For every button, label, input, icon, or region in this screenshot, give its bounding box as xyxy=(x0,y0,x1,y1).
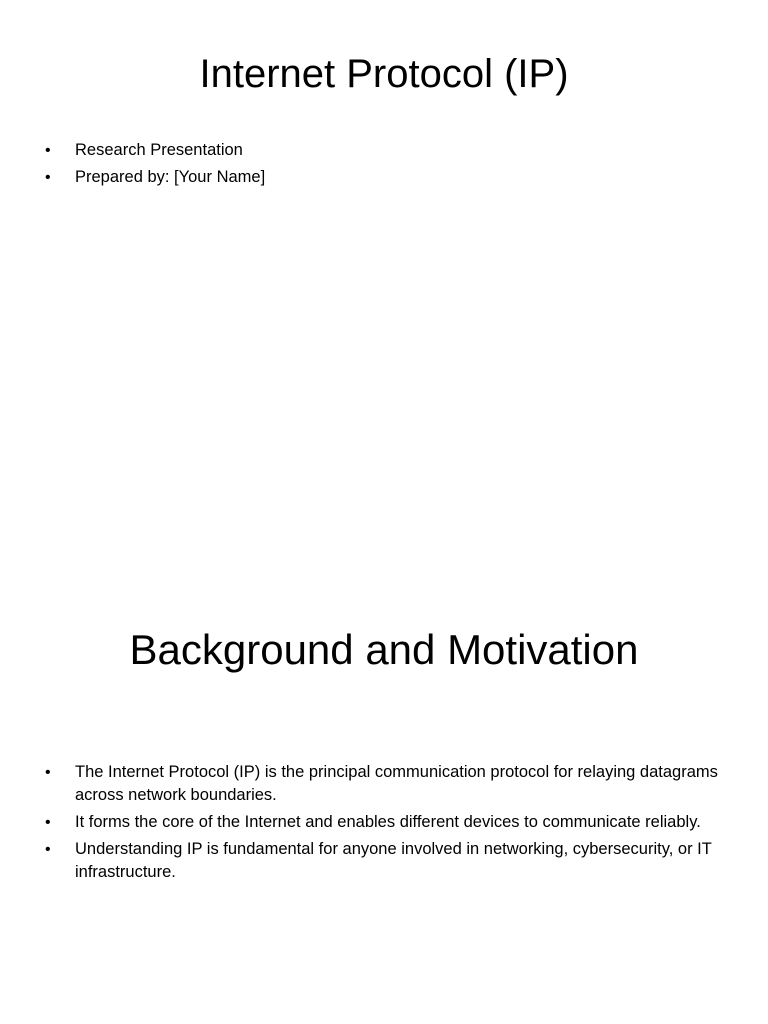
slide-title: Internet Protocol (IP) xyxy=(199,52,569,96)
bullet-text: Prepared by: [Your Name] xyxy=(75,168,266,186)
bullet-item xyxy=(45,761,725,807)
bullet-text: It forms the core of the Internet and enables different devices to communicate reliably. xyxy=(75,813,701,831)
bullet-icon: • xyxy=(45,142,51,159)
bullet-list xyxy=(45,761,725,888)
bullet-icon: • xyxy=(45,814,51,831)
bullet-icon: • xyxy=(45,764,51,781)
bullet-text: Understanding IP is fundamental for anyone involved in networking, cybersecurity, or IT infrastructure. xyxy=(75,840,712,881)
bullet-text: Research Presentation xyxy=(75,141,243,159)
bullet-item xyxy=(45,838,725,884)
bullet-item xyxy=(45,139,725,162)
bullet-icon: • xyxy=(45,841,51,858)
bullet-item xyxy=(45,166,725,189)
bullet-list xyxy=(45,139,725,193)
bullet-icon: • xyxy=(45,169,51,186)
bullet-item xyxy=(45,811,725,834)
slide-background-motivation xyxy=(0,576,768,1024)
slide-title: Background and Motivation xyxy=(129,626,639,673)
bullet-text: The Internet Protocol (IP) is the principal communication protocol for relaying datagrams across network boundaries. xyxy=(75,763,718,804)
